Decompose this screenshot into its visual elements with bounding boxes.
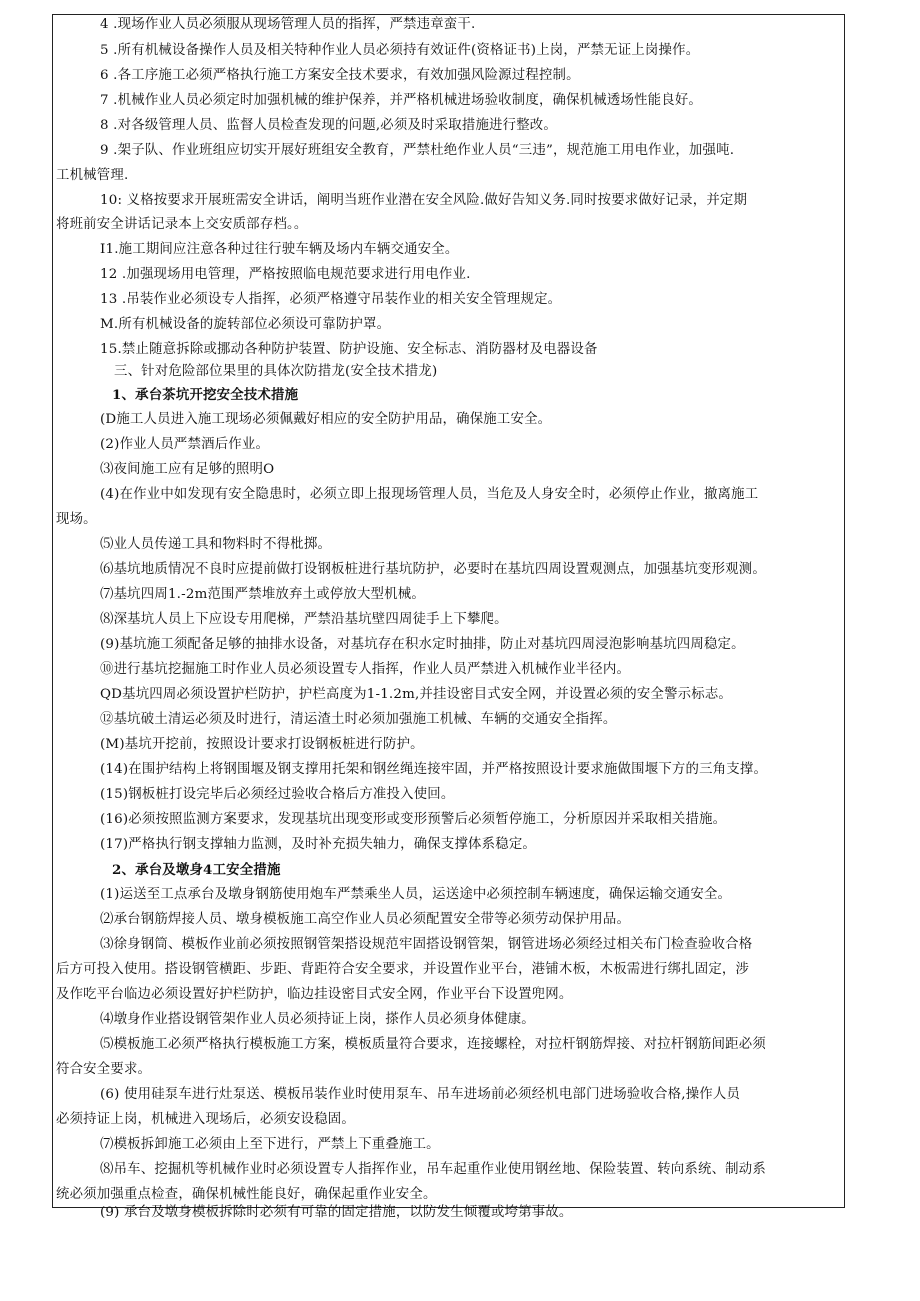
text-line: ⑶夜间施工应有足够的照明O — [100, 462, 275, 477]
text-line: 5 .所有机械设备操作人员及相关特种作业人员必须持有效证件(资格证书)上岗，严禁无证上岗操作。 — [100, 43, 700, 58]
text-line: 现场。 — [56, 512, 97, 527]
text-line: (16)必须按照监测方案要求，发现基坑出现变形或变形预警后必须暂停施工，分析原因并采取相关措施。 — [100, 812, 727, 827]
text-line: ⑶徐身钢筒、模板作业前必须按照钢管架搭设规范牢固搭设钢管架，钢管进场必须经过相关布门检查验收合格 — [100, 937, 753, 952]
text-line: 及作吃平台临边必须设置好护栏防护，临边挂设密目式安全网，作业平台下设置兜网。 — [56, 987, 573, 1002]
text-line: ⑸模板施工必须严格执行模板施工方案，模板质量符合要求，连接螺栓，对拉杆钢筋焊接、对拉杆钢筋间距必须 — [100, 1037, 766, 1052]
text-line: (17)严格执行钢支撑轴力监测，及时补充损失轴力，确保支撑体系稳定。 — [100, 837, 537, 852]
text-line: I1.施工期间应注意各种过往行驶车辆及场内车辆交通安全。 — [100, 242, 459, 257]
text-line: ⑸业人员传递工具和物料时不得枇掷。 — [100, 537, 332, 552]
text-line: (4)在作业中如发现有安全隐患时，必须立即上报现场管理人员，当危及人身安全时，必须停止作业，撤离施工 — [100, 487, 759, 502]
text-line: 10: 义格按要求开展班需安全讲话，阐明当班作业潜在安全风险.做好告知义务.同时按要求做好记录，并定期 — [100, 193, 748, 208]
text-line: ⑺基坑四周1.-2m范围严禁堆放弃土或停放大型机械。 — [100, 587, 425, 602]
text-line: QD基坑四周必须设置护栏防护，护栏高度为1-1.2m,并挂设密目式安全网，并设置必须的安全警示标志。 — [100, 687, 733, 702]
subsection-heading: 1、承台茶坑开挖安全技术措施 — [112, 387, 299, 403]
text-line: 8 .对各级管理人员、监督人员检查发现的问题,必须及时采取措施进行整改。 — [100, 118, 557, 133]
text-line: ⑩进行基坑挖掘施工时作业人员必须设置专人指挥，作业人员严禁进入机械作业半径内。 — [100, 662, 631, 677]
text-line: 6 .各工序施工必须严格执行施工方案安全技术要求，有效加强风险源过程控制。 — [100, 68, 580, 83]
text-line: ⑺模板拆卸施工必须由上至下进行，严禁上下重叠施工。 — [100, 1137, 440, 1152]
text-line: 4 .现场作业人员必须服从现场管理人员的指挥，严禁违章蛮干. — [100, 17, 476, 32]
text-line: (1)运送至工点承台及墩身钢筋使用炮车严禁乘坐人员，运送途中必须控制车辆速度，确保运输交通安全。 — [100, 887, 732, 902]
text-line: 工机械管理. — [56, 168, 129, 183]
text-line: 符合安全要求。 — [56, 1062, 152, 1077]
subsection-heading: 2、承台及墩身4工安全措施 — [112, 862, 281, 878]
text-line: 15.禁止随意拆除或挪动各种防护装置、防护设施、安全标志、消防器材及电器设备 — [100, 342, 598, 357]
text-line: 将班前安全讲话记录本上交安质部存档。。 — [56, 217, 308, 232]
text-line: (9) 承台及墩身模板拆除时必须有可靠的固定措施，以防发生倾覆或垮第事故。 — [100, 1205, 573, 1220]
text-line: 必须持证上岗，机械进入现场后，必须安设稳固。 — [56, 1112, 355, 1127]
text-line: ⑫基坑破土清运必须及时进行，清运渣土时必须加强施工机械、车辆的交通安全指挥。 — [100, 712, 617, 727]
text-line: (15)钢板桩打设完毕后必须经过验收合格后方准投入使回。 — [100, 787, 455, 802]
text-line: (9)基坑施工须配备足够的抽排水设备，对基坑存在积水定时抽排，防止对基坑四周浸泡影响基坑四周稳定。 — [100, 637, 745, 652]
text-line: 12 .加强现场用电管理，严格按照临电规范要求进行用电作业. — [100, 267, 471, 282]
text-line: (14)在围护结构上将钢围堰及钢支撑用托架和钢丝绳连接牢固，并严格按照设计要求施做围堰下方的三角支撑。 — [100, 762, 768, 777]
text-line: (6) 使用硅泵车进行灶泵送、模板吊装作业时使用泵车、吊车进场前必须经机电部门进场验收合格,操作人员 — [100, 1087, 741, 1102]
text-line: (2)作业人员严禁酒后作业。 — [100, 437, 270, 452]
text-line: 13 .吊装作业必须设专人指挥，必须严格遵守吊装作业的相关安全管理规定。 — [100, 292, 562, 307]
text-line: M.所有机械设备的旋转部位必须设可靠防护罩。 — [100, 317, 391, 332]
text-line: (D施工人员进入施工现场必须佩戴好相应的安全防护用品，确保施工安全。 — [100, 412, 552, 427]
text-line: ⑻吊车、挖掘机等机械作业时必须设置专人指挥作业，吊车起重作业使用钢丝地、保险装置、转向系统、制动系 — [100, 1162, 766, 1177]
text-line: ⑷墩身作业搭设钢管架作业人员必须持证上岗，搽作人员必须身体健康。 — [100, 1012, 535, 1027]
text-line: 统必须加强重点检查，确保机械性能良好，确保起重作业安全。 — [56, 1187, 437, 1202]
section-heading: 三、针对危险部位果里的具体次防措龙(安全技术措龙) — [114, 364, 438, 379]
text-line: (M)基坑开挖前，按照设计要求打设钢板桩进行防护。 — [100, 737, 424, 752]
text-line: ⑵承台钢筋焊接人员、墩身模板施工高空作业人员必须配置安全带等必须劳动保护用品。 — [100, 912, 631, 927]
text-line: ⑻深基坑人员上下应设专用爬梯，严禁沿基坑壁四周徒手上下攀爬。 — [100, 612, 508, 627]
text-line: 后方可投入使用。搭设钢管横距、步距、背距符合安全要求，并设置作业平台，港铺木板，木板需进行绑扎固定，涉 — [56, 962, 750, 977]
text-line: ⑹基坑地质情况不良时应提前做打设钢板桩进行基坑防护，必要时在基坑四周设置观测点，加强基坑变形观测。 — [100, 562, 766, 577]
text-line: 7 .机械作业人员必须定时加强机械的维护保养，并严格机械进场验收制度，确保机械透场性能良好。 — [100, 93, 703, 108]
text-line: 9 .架子队、作业班组应切实开展好班组安全教育，严禁杜绝作业人员“三违”，规范施工用电作业，加强吨. — [100, 143, 735, 158]
